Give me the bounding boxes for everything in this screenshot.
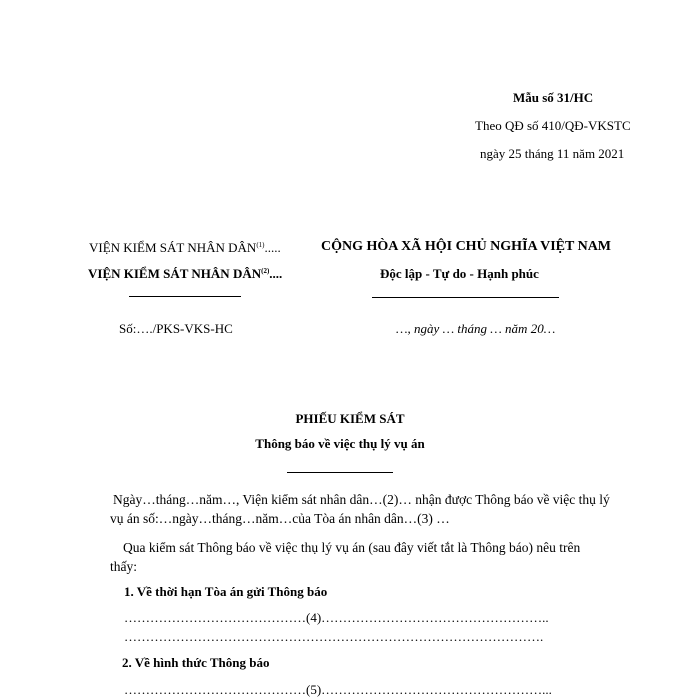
document-number: Số:…./PKS-VKS-HC: [119, 321, 233, 336]
section-2-heading: 2. Về hình thức Thông báo: [122, 655, 270, 670]
section-2-fill-line-1: ……………………………………(5)……………………………………………...: [124, 682, 552, 697]
procuracy-line-2-text: VIỆN KIỂM SÁT NHÂN DÂN: [88, 266, 262, 281]
document-subtitle: Thông báo về việc thụ lý vụ án: [255, 436, 425, 451]
procuracy-line-1-text: VIỆN KIỂM SÁT NHÂN DÂN: [89, 240, 257, 255]
section-1-fill-line-2: …………………………………………………………………………………….: [124, 629, 544, 644]
footnote-2-marker: (2): [261, 267, 270, 275]
document-title: PHIẾU KIỂM SÁT: [295, 411, 405, 426]
title-underline: [287, 472, 393, 473]
decision-reference: Theo QĐ số 410/QĐ-VKSTC: [475, 118, 631, 133]
procuracy-line-1: [89, 240, 281, 256]
paragraph-2-line-1: Qua kiểm sát Thông báo về việc thụ lý vụ án (sau đây viết tắt là Thông báo) nêu trên: [123, 540, 581, 555]
section-1-heading: 1. Về thời hạn Tòa án gửi Thông báo: [124, 584, 328, 599]
footnote-1-marker: (1): [256, 241, 265, 249]
procuracy-line-1-dots: .....: [264, 240, 281, 255]
section-1-fill-line-1: ……………………………………(4)……………………………………………..: [124, 610, 549, 625]
country-name: CỘNG HÒA XÃ HỘI CHỦ NGHĨA VIỆT NAM: [321, 239, 612, 254]
left-header-underline: [129, 296, 241, 297]
national-motto: Độc lập - Tự do - Hạnh phúc: [380, 266, 539, 281]
decision-date: ngày 25 tháng 11 năm 2021: [480, 146, 625, 161]
procuracy-line-2: [88, 266, 282, 282]
motto-underline: [372, 297, 559, 298]
paragraph-2-line-2: thấy:: [110, 559, 137, 574]
paragraph-1-line-2: vụ án số:…ngày…tháng…năm…của Tòa án nhân dân…(3) …: [110, 511, 450, 526]
procuracy-line-2-dots: ....: [269, 266, 283, 281]
paragraph-1-line-1: Ngày…tháng…năm…, Viện kiểm sát nhân dân…(2)… nhận được Thông báo về việc thụ lý: [113, 492, 610, 507]
place-and-date: …, ngày … tháng … năm 20…: [396, 321, 556, 336]
form-number: Mẫu số 31/HC: [513, 90, 594, 105]
